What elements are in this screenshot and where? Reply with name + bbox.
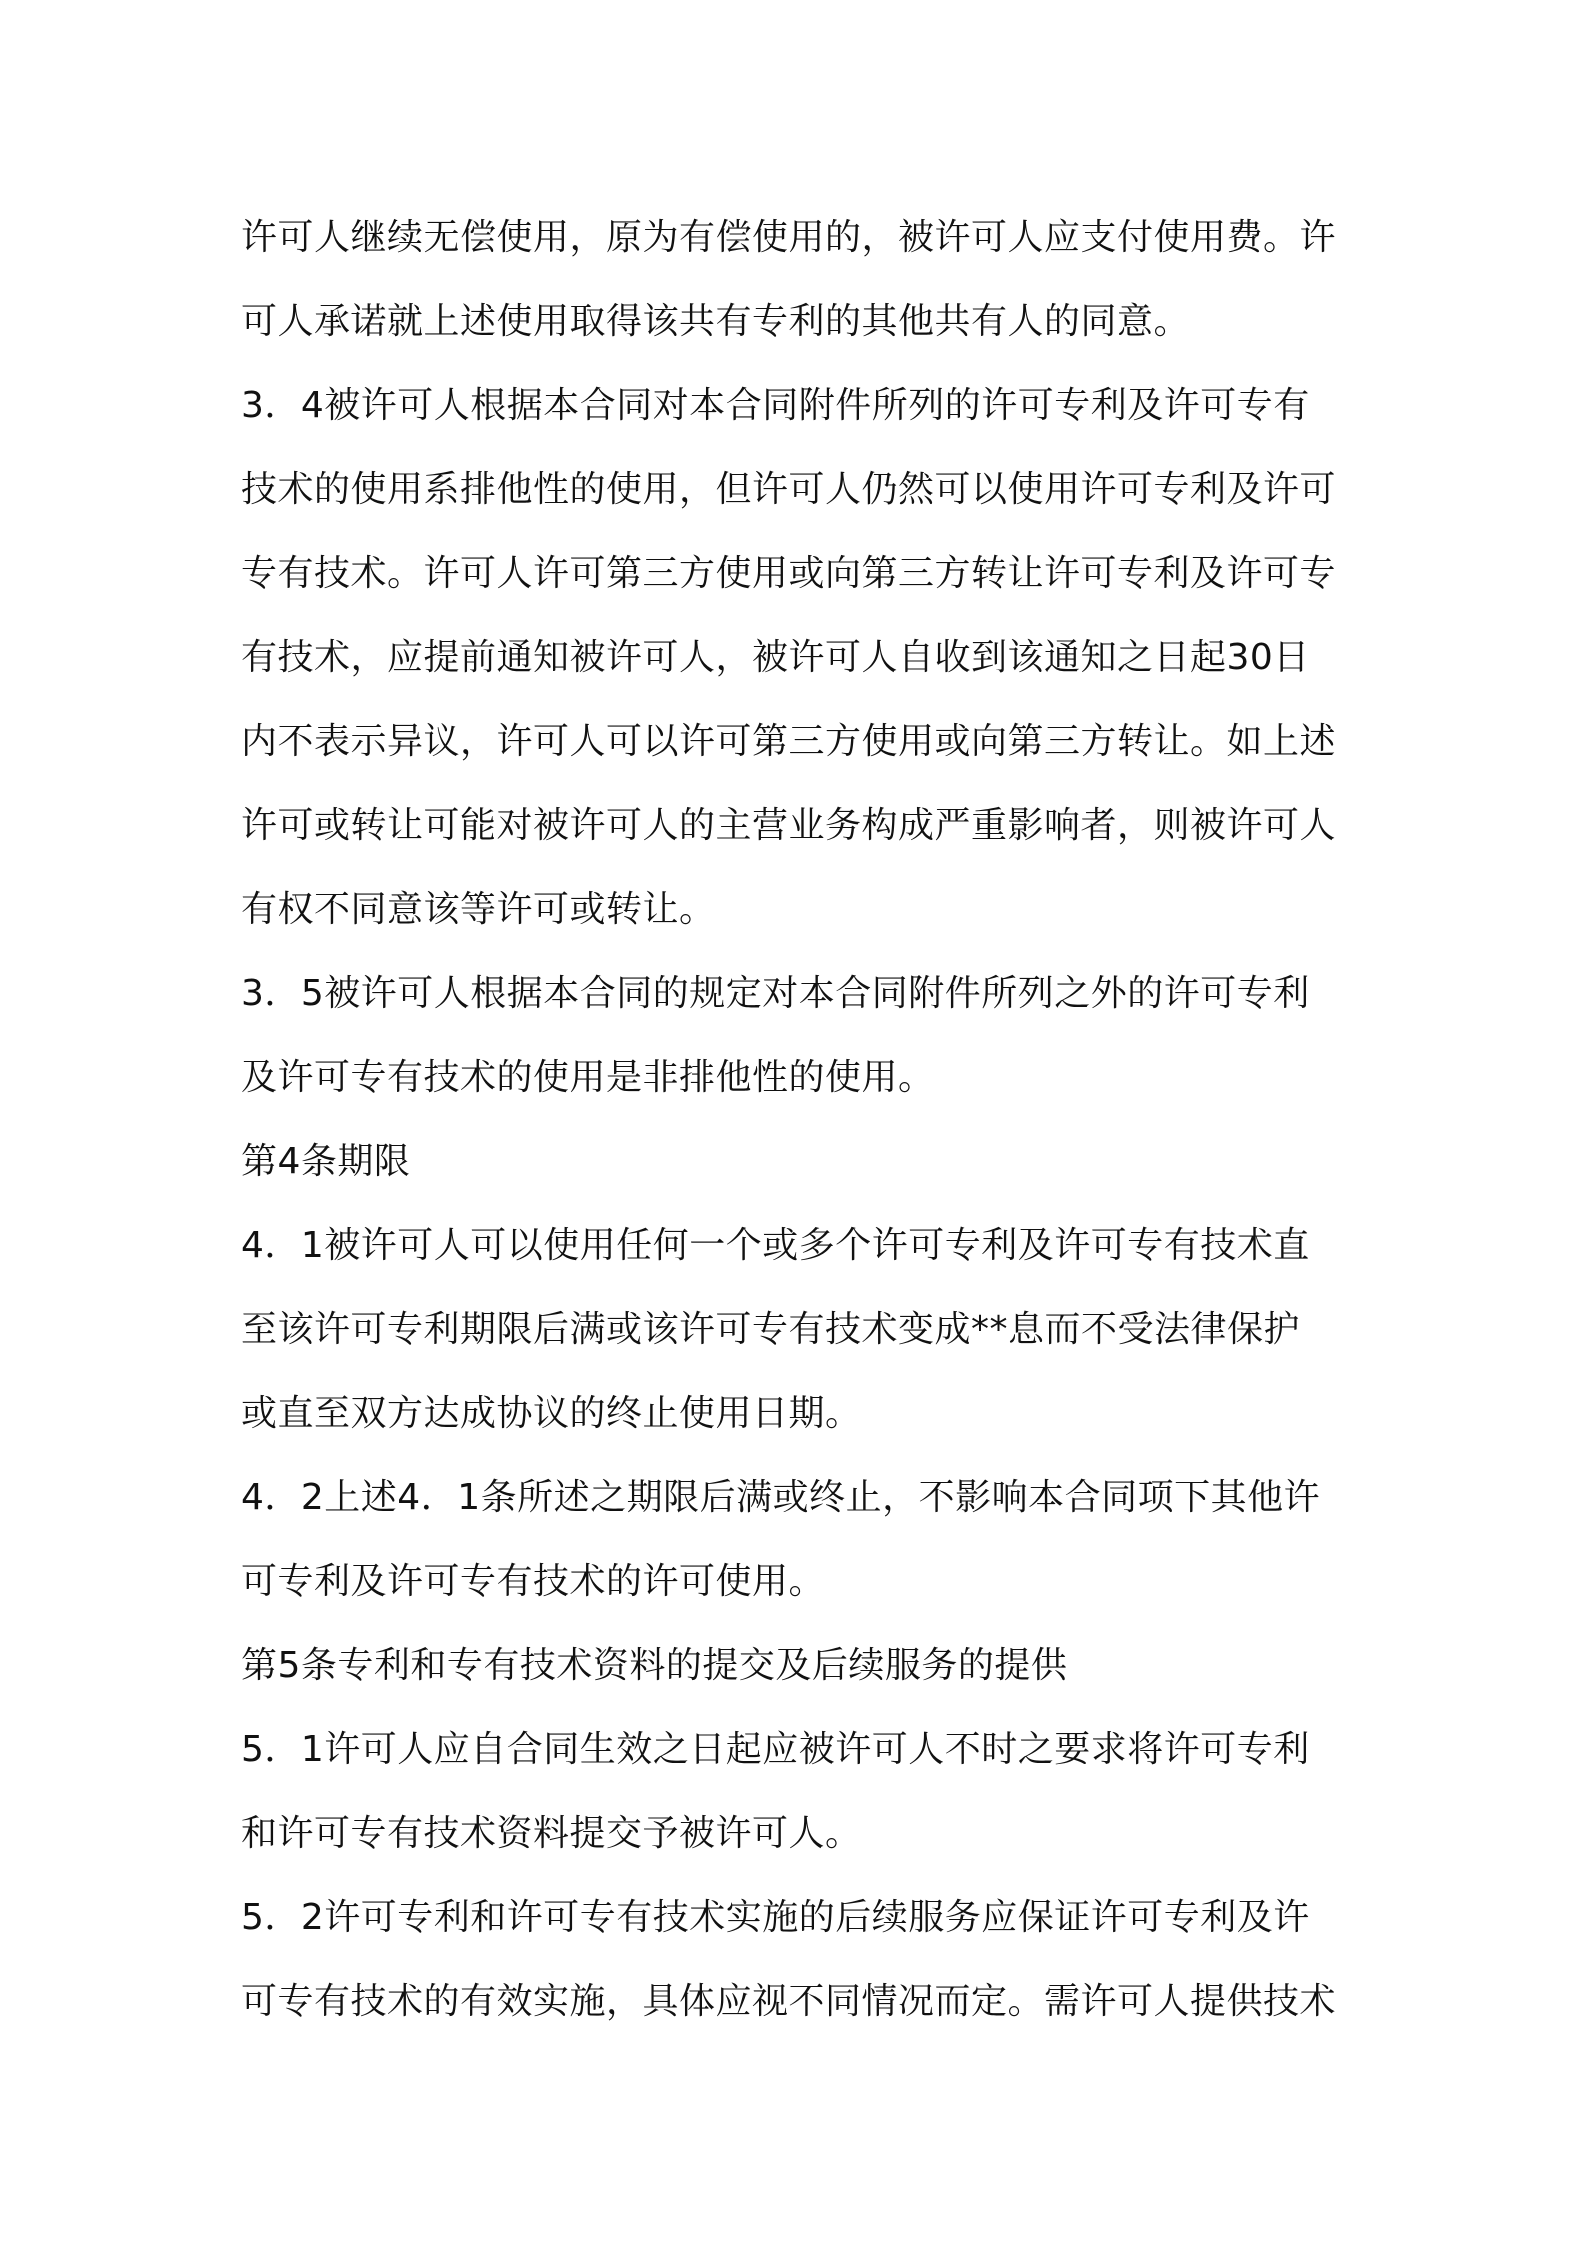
text-line: 内不表示异议，许可人可以许可第三方使用或向第三方转让。如上述 <box>241 721 1337 762</box>
text-line: 3．4被许可人根据本合同对本合同附件所列的许可专利及许可专有 <box>241 385 1310 426</box>
text-line: 许可人继续无偿使用，原为有偿使用的，被许可人应支付使用费。许 <box>241 217 1337 258</box>
text-line: 有技术，应提前通知被许可人，被许可人自收到该通知之日起30日 <box>241 637 1310 678</box>
text-line: 至该许可专利期限后满或该许可专有技术变成**息而不受法律保护 <box>241 1309 1301 1350</box>
text-line: 或直至双方达成协议的终止使用日期。 <box>241 1393 862 1434</box>
document-body <box>241 196 1361 2044</box>
text-line: 3．5被许可人根据本合同的规定对本合同附件所列之外的许可专利 <box>241 973 1310 1014</box>
text-line: 5．1许可人应自合同生效之日起应被许可人不时之要求将许可专利 <box>241 1729 1310 1770</box>
text-line: 可专利及许可专有技术的许可使用。 <box>241 1561 826 1602</box>
text-line: 4．1被许可人可以使用任何一个或多个许可专利及许可专有技术直 <box>241 1225 1310 1266</box>
text-line: 许可或转让可能对被许可人的主营业务构成严重影响者，则被许可人 <box>241 805 1337 846</box>
text-line: 5．2许可专利和许可专有技术实施的后续服务应保证许可专利及许 <box>241 1897 1310 1938</box>
text-line: 可专有技术的有效实施，具体应视不同情况而定。需许可人提供技术 <box>241 1981 1337 2022</box>
text-line: 专有技术。许可人许可第三方使用或向第三方转让许可专利及许可专 <box>241 553 1337 594</box>
text-line: 可人承诺就上述使用取得该共有专利的其他共有人的同意。 <box>241 301 1191 342</box>
text-line: 有权不同意该等许可或转让。 <box>241 889 716 930</box>
section-heading: 第4条期限 <box>241 1141 411 1182</box>
text-line: 及许可专有技术的使用是非排他性的使用。 <box>241 1057 935 1098</box>
section-heading: 第5条专利和专有技术资料的提交及后续服务的提供 <box>241 1645 1068 1686</box>
text-line: 4．2上述4．1条所述之期限后满或终止，不影响本合同项下其他许 <box>241 1477 1321 1518</box>
text-line: 技术的使用系排他性的使用，但许可人仍然可以使用许可专利及许可 <box>241 469 1337 510</box>
text-line: 和许可专有技术资料提交予被许可人。 <box>241 1813 862 1854</box>
